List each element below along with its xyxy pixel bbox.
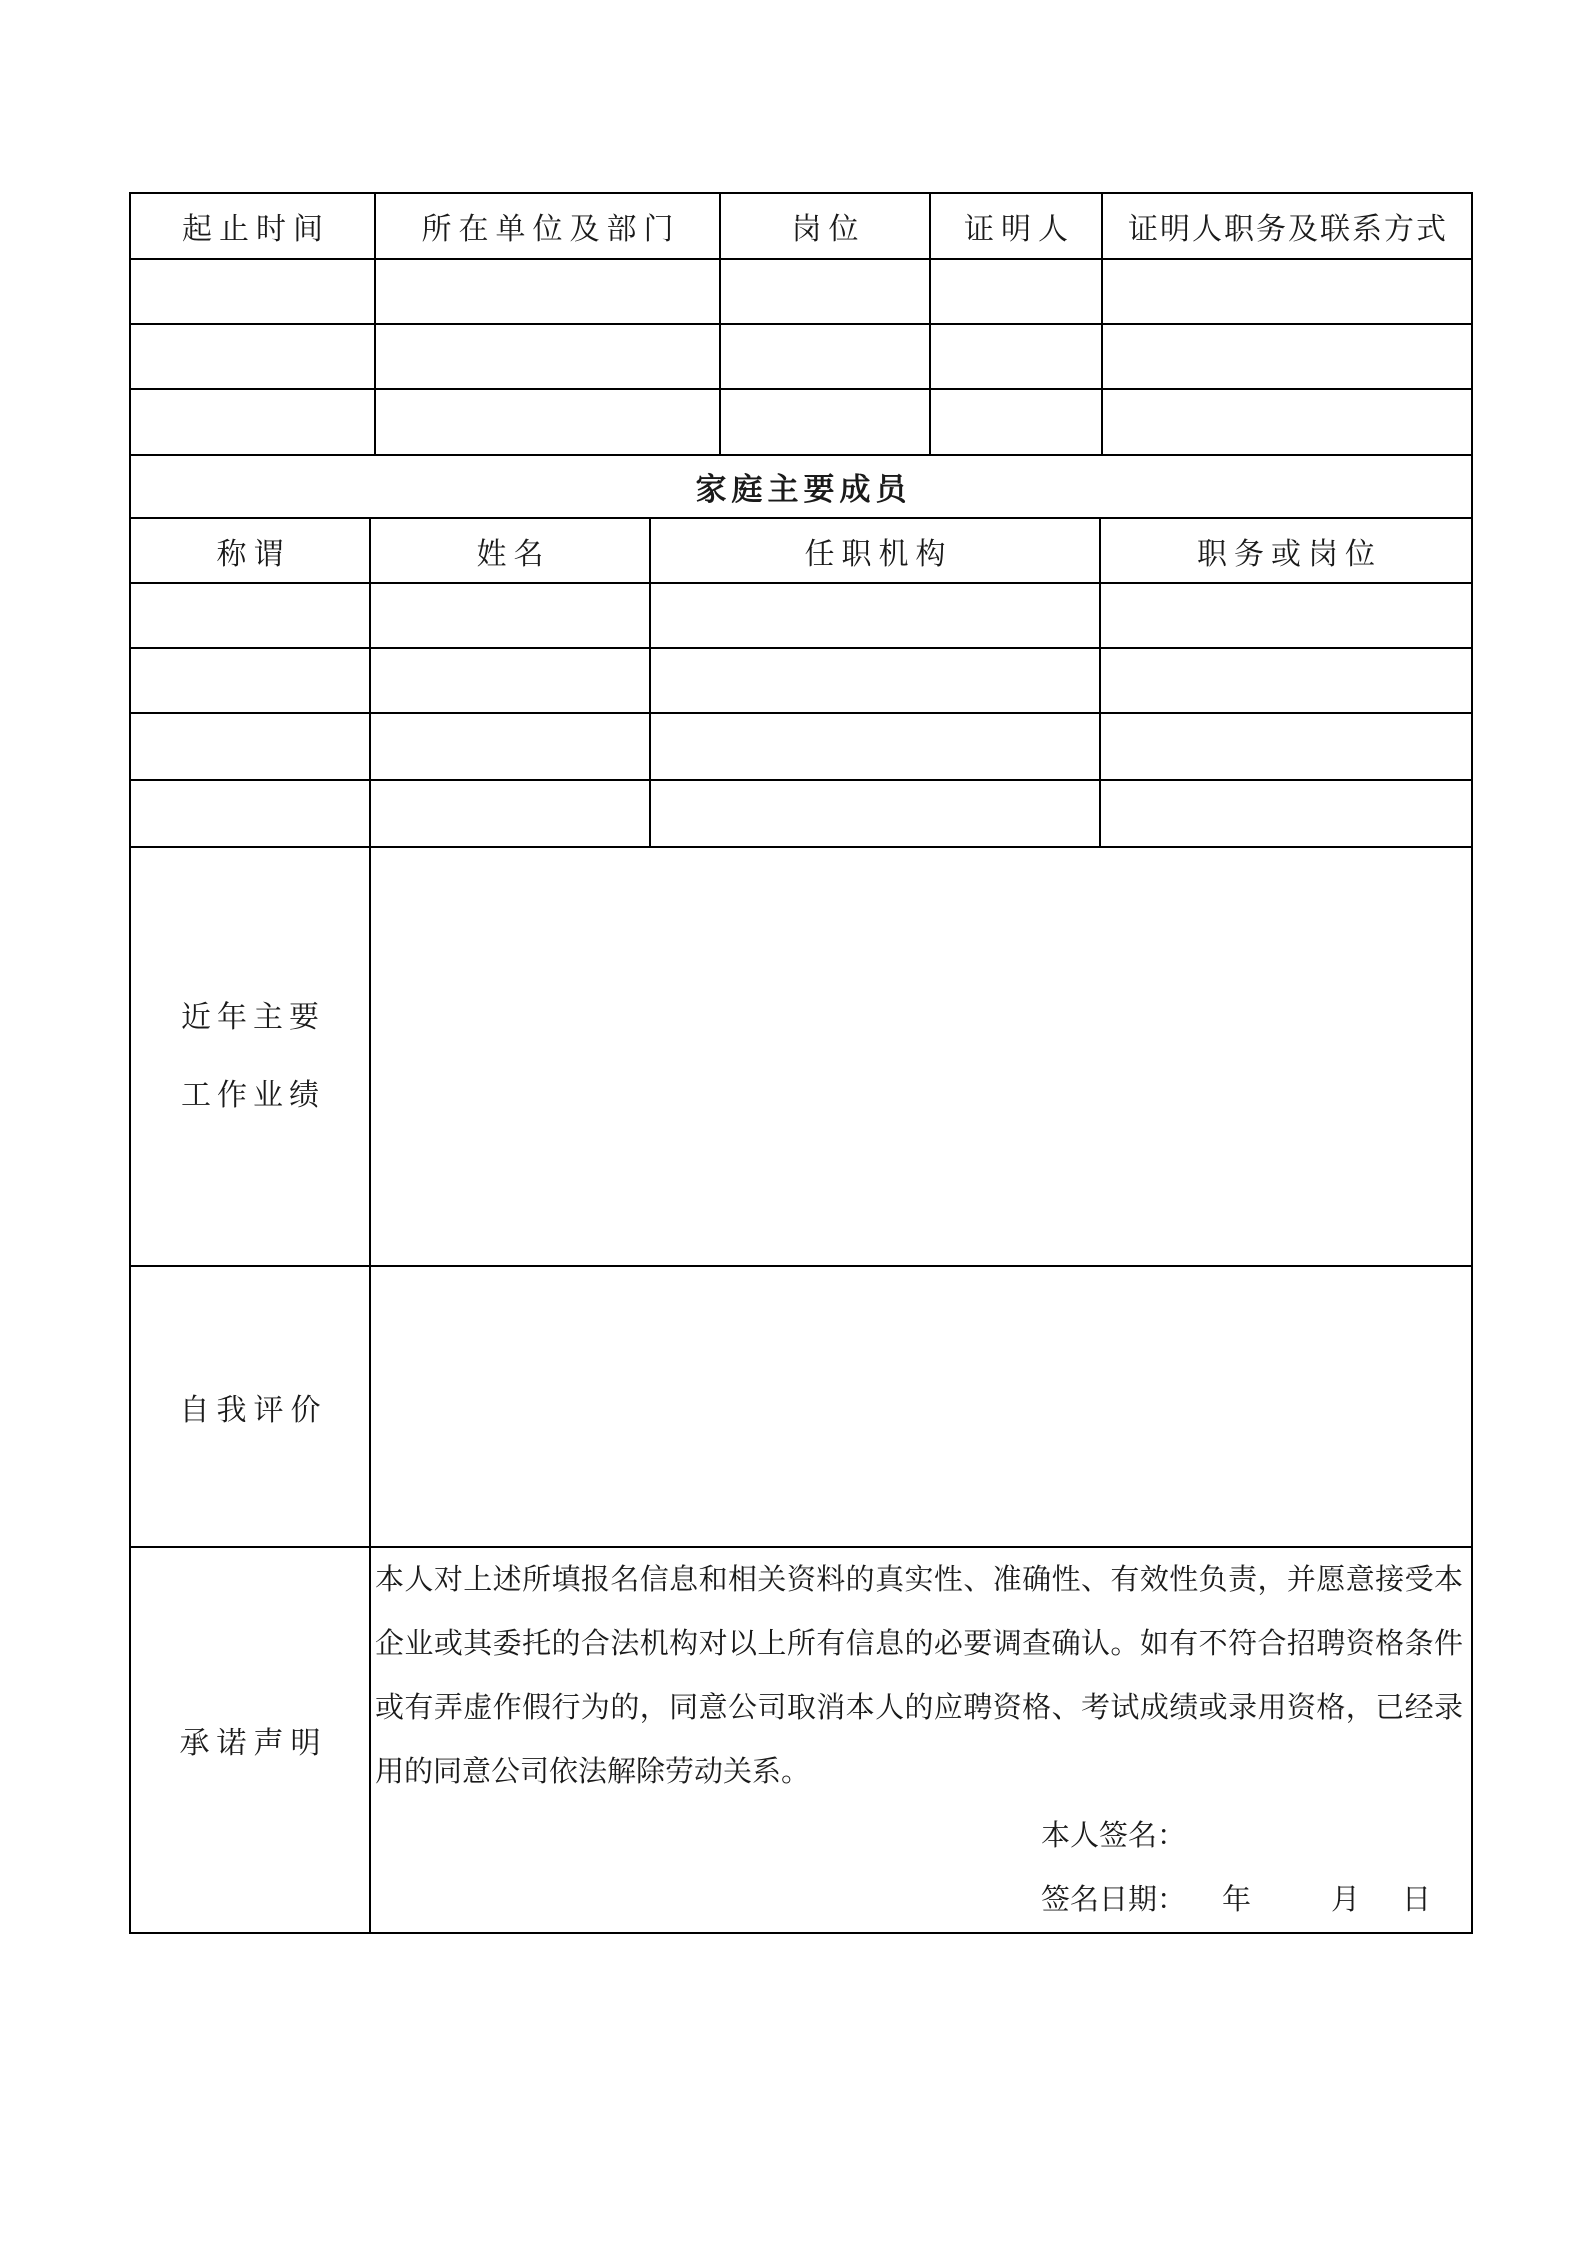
work-reference-cell[interactable] bbox=[931, 390, 1103, 456]
work-position-cell[interactable] bbox=[721, 390, 931, 456]
work-history-header-row bbox=[131, 194, 1471, 260]
declaration-label: 承诺声明 bbox=[131, 1548, 371, 1932]
achievements-label bbox=[131, 848, 371, 1267]
header-reference-contact: 证明人职务及联系方式 bbox=[1103, 194, 1471, 260]
family-member-row bbox=[131, 781, 1471, 848]
work-history-row bbox=[131, 260, 1471, 325]
work-employer-cell[interactable] bbox=[376, 325, 721, 390]
header-family-position: 职务或岗位 bbox=[1101, 519, 1471, 584]
work-reference-contact-cell[interactable] bbox=[1103, 390, 1471, 456]
family-position-cell[interactable] bbox=[1101, 649, 1471, 714]
family-organization-cell[interactable] bbox=[651, 584, 1101, 649]
family-name-cell[interactable] bbox=[371, 584, 651, 649]
header-reference: 证明人 bbox=[931, 194, 1103, 260]
family-name-cell[interactable] bbox=[371, 781, 651, 848]
work-reference-contact-cell[interactable] bbox=[1103, 325, 1471, 390]
family-name-cell[interactable] bbox=[371, 649, 651, 714]
family-organization-cell[interactable] bbox=[651, 649, 1101, 714]
signature-line[interactable] bbox=[375, 1804, 1463, 1868]
family-relation-cell[interactable] bbox=[131, 584, 371, 649]
work-position-cell[interactable] bbox=[721, 325, 931, 390]
header-employer-department: 所在单位及部门 bbox=[376, 194, 721, 260]
work-history-row bbox=[131, 325, 1471, 390]
application-form-table bbox=[129, 192, 1473, 1934]
achievements-label-line1: 近年主要 bbox=[181, 1000, 325, 1034]
work-period-cell[interactable] bbox=[131, 325, 376, 390]
work-reference-cell[interactable] bbox=[931, 325, 1103, 390]
family-section-title-row bbox=[131, 456, 1471, 519]
work-employer-cell[interactable] bbox=[376, 260, 721, 325]
family-position-cell[interactable] bbox=[1101, 714, 1471, 781]
family-relation-cell[interactable] bbox=[131, 649, 371, 714]
family-organization-cell[interactable] bbox=[651, 714, 1101, 781]
declaration-body-text: 本人对上述所填报名信息和相关资料的真实性、准确性、有效性负责，并愿意接受本企业或其委托的合法机构对以上所有信息的必要调查确认。如有不符合招聘资格条件或有弄虚作假行为的，同意公司取消本人的应聘资格、考试成绩或录用资格，已经录用的同意公司依法解除劳动关系。 bbox=[375, 1564, 1463, 1788]
family-position-cell[interactable] bbox=[1101, 584, 1471, 649]
year-label: 年 bbox=[1222, 1884, 1252, 1916]
header-name: 姓名 bbox=[371, 519, 651, 584]
header-position: 岗位 bbox=[721, 194, 931, 260]
family-member-row bbox=[131, 714, 1471, 781]
declaration-row bbox=[131, 1548, 1471, 1932]
family-member-row bbox=[131, 649, 1471, 714]
header-organization: 任职机构 bbox=[651, 519, 1101, 584]
declaration-content-cell bbox=[371, 1548, 1471, 1932]
self-evaluation-label: 自我评价 bbox=[131, 1267, 371, 1548]
self-evaluation-content-cell[interactable] bbox=[371, 1267, 1471, 1548]
work-reference-contact-cell[interactable] bbox=[1103, 260, 1471, 325]
day-label: 日 bbox=[1402, 1884, 1432, 1916]
month-label: 月 bbox=[1331, 1884, 1361, 1916]
work-history-row bbox=[131, 390, 1471, 456]
work-period-cell[interactable] bbox=[131, 390, 376, 456]
family-section-title: 家庭主要成员 bbox=[131, 456, 1471, 519]
achievements-label-line2: 工作业绩 bbox=[181, 1078, 325, 1112]
achievements-content-cell[interactable] bbox=[371, 848, 1471, 1267]
signature-label: 本人签名： bbox=[1041, 1820, 1187, 1852]
family-position-cell[interactable] bbox=[1101, 781, 1471, 848]
achievements-row bbox=[131, 848, 1471, 1267]
family-relation-cell[interactable] bbox=[131, 714, 371, 781]
family-relation-cell[interactable] bbox=[131, 781, 371, 848]
family-organization-cell[interactable] bbox=[651, 781, 1101, 848]
work-employer-cell[interactable] bbox=[376, 390, 721, 456]
work-position-cell[interactable] bbox=[721, 260, 931, 325]
header-period: 起止时间 bbox=[131, 194, 376, 260]
work-period-cell[interactable] bbox=[131, 260, 376, 325]
family-header-row bbox=[131, 519, 1471, 584]
work-reference-cell[interactable] bbox=[931, 260, 1103, 325]
family-member-row bbox=[131, 584, 1471, 649]
family-name-cell[interactable] bbox=[371, 714, 651, 781]
date-label: 签名日期： bbox=[1041, 1884, 1187, 1916]
header-relation: 称谓 bbox=[131, 519, 371, 584]
self-evaluation-row bbox=[131, 1267, 1471, 1548]
signature-date-line[interactable] bbox=[375, 1868, 1463, 1932]
